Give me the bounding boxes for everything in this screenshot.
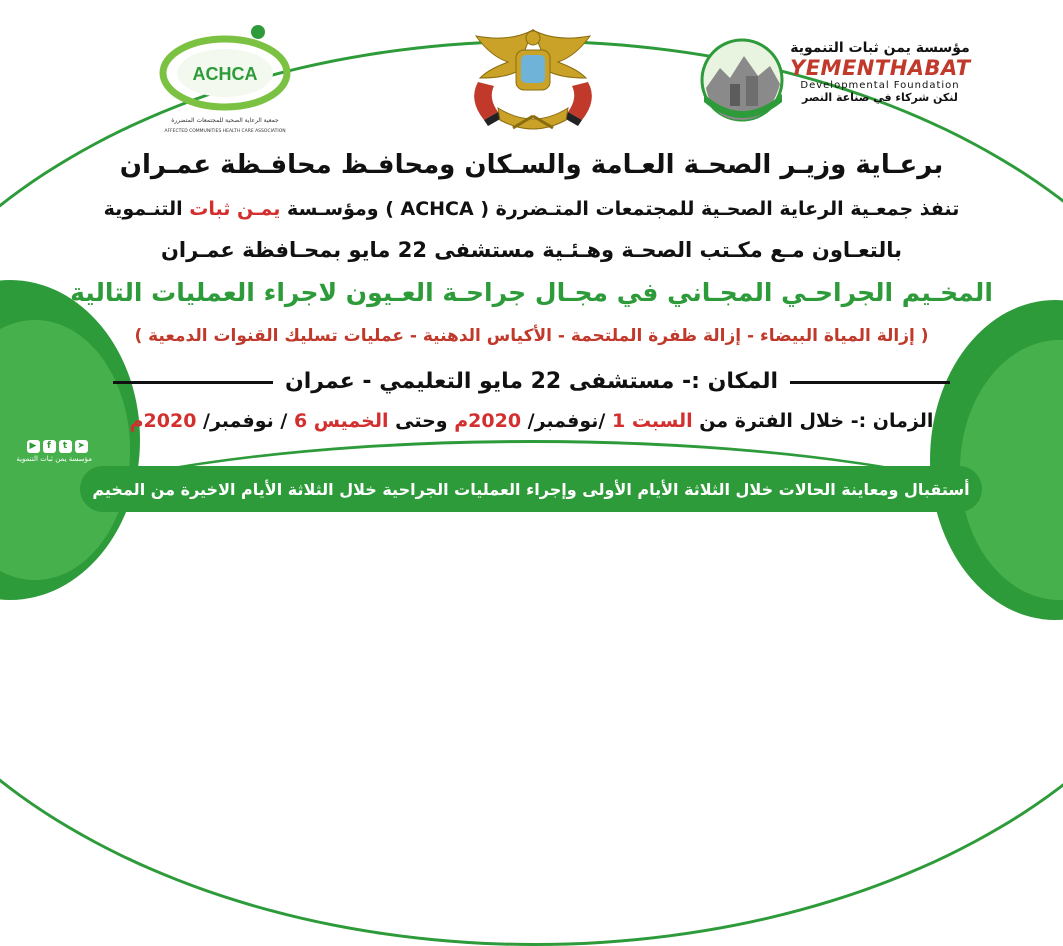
yemen-thabat-english-name: YEMENTHABAT	[790, 56, 971, 80]
operations-list: ( إزالة المياة البيضاء - إزالة ظفرة الملتحمة - الأكياس الدهنية - عمليات تسليك القنوات الدمعية )	[134, 326, 929, 346]
time-end-year: 2020م	[129, 410, 197, 432]
social-block	[16, 440, 92, 463]
time-line	[0, 410, 1063, 432]
yemen-thabat-english-sub: Developmental Foundation	[800, 80, 960, 91]
implementation-text-a: تنفذ جمعـية الرعاية الصحـية للمجتمعات المتـضررة ( ACHCA ) ومؤسـسة	[280, 198, 960, 220]
yemen-thabat-arabic-name: مؤسسة يمن ثبات التنموية	[790, 40, 970, 56]
implementation-text-c: التنـموية	[103, 198, 190, 220]
footer-banner	[80, 466, 982, 512]
svg-text:AFFECTED COMMUNITIES HEALTH CA: AFFECTED COMMUNITIES HEALTH CARE ASSOCIATION	[164, 129, 286, 134]
social-label: مؤسسة يمن ثبات التنموية	[16, 455, 92, 463]
social-icons	[22, 440, 92, 453]
place-line	[0, 369, 1063, 394]
time-start-year: 2020م	[454, 410, 522, 432]
telegram-icon[interactable]: ➤	[75, 440, 88, 453]
svg-text:ACHCA: ACHCA	[192, 64, 258, 84]
time-end-day: الخميس 6	[293, 410, 389, 432]
time-text-g: / نوفمبر/	[196, 410, 294, 432]
youtube-icon[interactable]: ▶	[27, 440, 40, 453]
twitter-icon[interactable]: t	[59, 440, 72, 453]
place-text: المكان :- مستشفى 22 مايو التعليمي - عمران	[284, 369, 779, 394]
svg-text:جمعية الرعاية الصحية للمجتمعات: جمعية الرعاية الصحية للمجتمعات المتضررة	[171, 117, 279, 124]
implementation-text-highlight: يمـن ثبات	[189, 198, 281, 220]
patronage-line: برعـاية وزيـر الصحـة العـامة والسـكان ومحافـظ محافـظة عمـران	[119, 150, 944, 180]
time-start-day: السبت 1	[611, 410, 693, 432]
facebook-icon[interactable]: f	[43, 440, 56, 453]
time-text-a: الزمان :- خلال الفترة من	[692, 410, 934, 432]
divider-right	[790, 381, 950, 384]
yemen-thabat-slogan: لنكن شركاء في صناعة النصر	[802, 91, 958, 104]
camp-title: المخـيم الجراحـي المجـاني في مجـال جراحـة العـيون لاجراء العمليات التالية	[70, 278, 993, 307]
time-text-c: /نوفمبر/	[521, 410, 612, 432]
divider-left	[113, 381, 273, 384]
implementation-line	[0, 198, 1063, 220]
footer-text: أستقبال ومعاينة الحالات خلال الثلاثة الأيام الأولى وإجراء العمليات الجراحية خلال الثلاثة الأيام الاخيرة من المخيم	[92, 479, 970, 499]
cooperation-line: بالتعـاون مـع مكـتب الصحـة وهـئـية مستشفى 22 مايو بمحـافظة عمـران	[160, 238, 903, 262]
time-text-e: وحتى	[388, 410, 455, 432]
